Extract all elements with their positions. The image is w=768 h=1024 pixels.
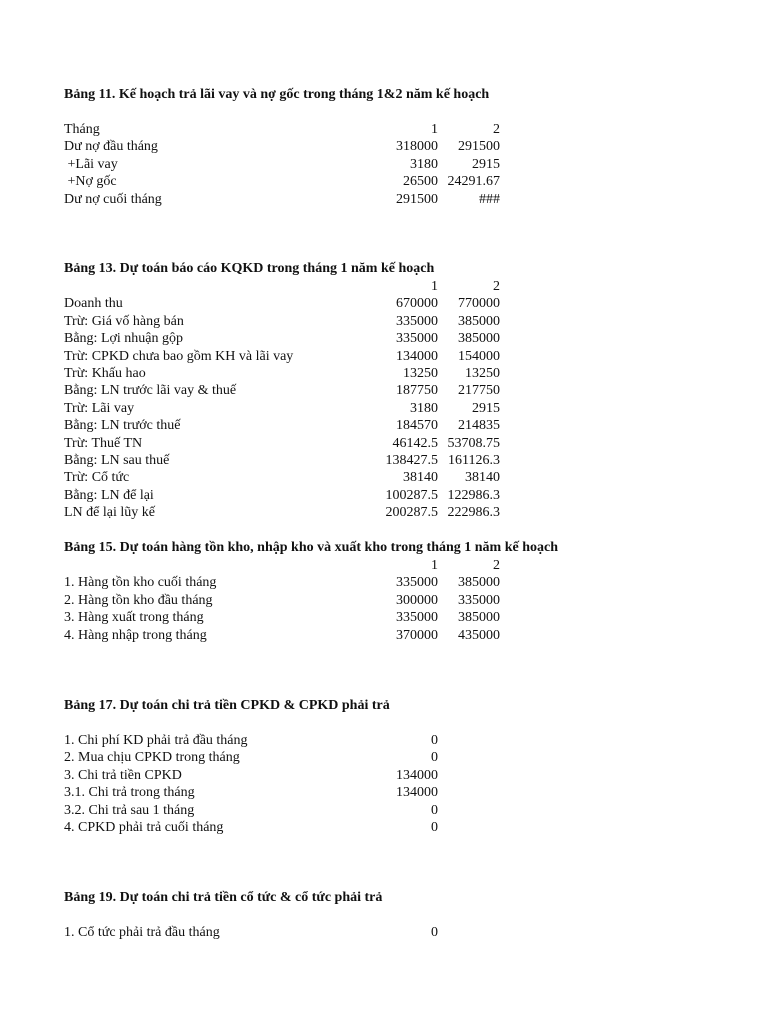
table-b13 (64, 260, 504, 521)
month-1-value: 335000 (396, 575, 438, 591)
table-b11 (64, 86, 504, 208)
row-label: Dư nợ cuối tháng (64, 191, 162, 207)
month-1-value: 0 (431, 925, 438, 940)
table-row (64, 295, 504, 312)
month-1-value: 1 (431, 558, 438, 573)
row-label: 2. Mua chịu CPKD trong tháng (64, 750, 240, 766)
table-title: Bảng 13. Dự toán báo cáo KQKD trong tháng 1 năm kế hoạch (64, 261, 435, 276)
table-b15 (64, 539, 559, 644)
table-row (64, 138, 504, 155)
table-row (64, 732, 504, 749)
month-1-value: 184570 (396, 418, 438, 434)
month-1-value: 26500 (403, 174, 438, 190)
month-1-value: 670000 (396, 296, 438, 312)
row-label: Trừ: Thuế TN (64, 435, 143, 451)
table-row (64, 435, 504, 452)
table-row (64, 627, 504, 644)
row-label: Bằng: LN để lại (64, 487, 154, 503)
month-2-value: 122986.3 (447, 487, 500, 503)
month-2-value: 291500 (458, 139, 500, 155)
month-2-value: 154000 (458, 348, 500, 364)
month-1-value: 0 (431, 733, 438, 748)
month-1-value: 200287.5 (385, 505, 438, 521)
month-1-value: 318000 (396, 139, 438, 155)
table-title: Bảng 19. Dự toán chi trả tiền cổ tức & cổ tức phải trả (64, 890, 383, 905)
month-1-value: 38140 (403, 470, 438, 486)
table-row (64, 330, 504, 347)
row-label: 2. Hàng tồn kho đầu tháng (64, 592, 213, 608)
table-row (64, 767, 504, 784)
month-1-value: 100287.5 (385, 487, 438, 503)
month-2-value: 24291.67 (447, 174, 500, 190)
table-row (64, 592, 504, 609)
row-label: 3.2. Chi trả sau 1 tháng (64, 802, 195, 818)
month-2-value: ### (479, 191, 500, 207)
row-label: 1. Cổ tức phải trả đầu tháng (64, 925, 220, 940)
month-1-value: 13250 (403, 365, 438, 381)
row-label: Trừ: Khấu hao (64, 365, 146, 381)
table-row (64, 382, 504, 399)
month-1-value: 134000 (396, 785, 438, 801)
month-1-value: 335000 (396, 313, 438, 329)
table-row (64, 924, 504, 941)
month-1-value: 1 (431, 122, 438, 137)
month-2-value: 335000 (458, 592, 500, 608)
month-1-value: 335000 (396, 610, 438, 626)
row-label: 3. Hàng xuất trong tháng (64, 610, 204, 626)
month-2-value: 385000 (458, 313, 500, 329)
month-2-value: 217750 (458, 383, 500, 399)
month-1-value: 0 (431, 819, 438, 835)
month-1-value: 335000 (396, 331, 438, 347)
row-label: 3.1. Chi trả trong tháng (64, 785, 195, 801)
row-label: Dư nợ đầu tháng (64, 139, 158, 155)
month-2-value: 385000 (458, 331, 500, 347)
table-row (64, 557, 504, 574)
row-label: +Lãi vay (64, 156, 118, 172)
table-row (64, 574, 504, 591)
row-label: LN để lại lũy kế (64, 505, 155, 521)
table-row (64, 121, 504, 138)
month-2-value: 53708.75 (447, 435, 500, 451)
row-label: +Nợ gốc (64, 174, 117, 190)
table-row (64, 191, 504, 208)
table-b17 (64, 697, 504, 836)
row-label: Bằng: LN trước lãi vay & thuế (64, 383, 237, 399)
table-row (64, 469, 504, 486)
month-2-value: 161126.3 (448, 452, 500, 468)
table-row (64, 504, 504, 521)
month-1-value: 138427.5 (385, 452, 438, 468)
table-row (64, 400, 504, 417)
month-2-value: 385000 (458, 610, 500, 626)
month-2-value: 2915 (472, 156, 500, 172)
month-1-value: 134000 (396, 767, 438, 783)
table-row (64, 819, 504, 836)
table-row (64, 784, 504, 801)
table-row (64, 417, 504, 434)
month-2-value: 435000 (458, 627, 500, 643)
table-row (64, 348, 504, 365)
row-label: Tháng (64, 122, 100, 137)
row-label: 1. Chi phí KD phải trả đầu tháng (64, 733, 248, 748)
month-1-value: 187750 (396, 383, 438, 399)
month-1-value: 1 (431, 279, 438, 294)
row-label: 4. Hàng nhập trong tháng (64, 627, 207, 643)
row-label: 1. Hàng tồn kho cuối tháng (64, 575, 217, 591)
month-1-value: 3180 (410, 156, 438, 172)
table-title: Bảng 15. Dự toán hàng tồn kho, nhập kho và xuất kho trong tháng 1 năm kế hoạch (64, 540, 559, 555)
row-label: Trừ: Lãi vay (64, 400, 135, 416)
table-row (64, 487, 504, 504)
row-label: Bằng: Lợi nhuận gộp (64, 331, 183, 347)
table-row (64, 452, 504, 469)
month-1-value: 0 (431, 802, 438, 818)
month-2-value: 13250 (465, 365, 500, 381)
month-1-value: 46142.5 (392, 435, 438, 451)
row-label: Bằng: LN trước thuế (64, 418, 181, 434)
table-title: Bảng 11. Kế hoạch trả lãi vay và nợ gốc trong tháng 1&2 năm kế hoạch (64, 87, 490, 102)
month-2-value: 222986.3 (447, 505, 500, 521)
row-label: Trừ: CPKD chưa bao gồm KH và lãi vay (64, 348, 294, 364)
row-label: 4. CPKD phải trả cuối tháng (64, 819, 224, 835)
row-label: Doanh thu (64, 296, 123, 312)
table-row (64, 749, 504, 766)
table-row (64, 802, 504, 819)
month-1-value: 3180 (410, 400, 438, 416)
table-title: Bảng 17. Dự toán chi trả tiền CPKD & CPKD phải trả (64, 698, 390, 713)
month-1-value: 0 (431, 750, 438, 766)
month-2-value: 770000 (458, 296, 500, 312)
table-row (64, 313, 504, 330)
table-row (64, 365, 504, 382)
month-2-value: 38140 (465, 470, 500, 486)
row-label: 3. Chi trả tiền CPKD (64, 767, 182, 783)
row-label: Trừ: Giá vố hàng bán (64, 313, 184, 329)
table-row (64, 156, 504, 173)
month-1-value: 300000 (396, 592, 438, 608)
month-2-value: 385000 (458, 575, 500, 591)
month-2-value: 2915 (472, 400, 500, 416)
month-1-value: 370000 (396, 627, 438, 643)
table-row (64, 609, 504, 626)
table-row (64, 278, 504, 295)
table-b19 (64, 889, 504, 941)
row-label: Trừ: Cổ tức (64, 470, 130, 486)
month-2-value: 2 (493, 558, 500, 573)
month-2-value: 2 (493, 279, 500, 294)
month-2-value: 214835 (458, 418, 500, 434)
table-row (64, 173, 504, 190)
month-1-value: 134000 (396, 348, 438, 364)
month-1-value: 291500 (396, 191, 438, 207)
row-label: Bằng: LN sau thuế (64, 452, 170, 468)
month-2-value: 2 (493, 122, 500, 137)
